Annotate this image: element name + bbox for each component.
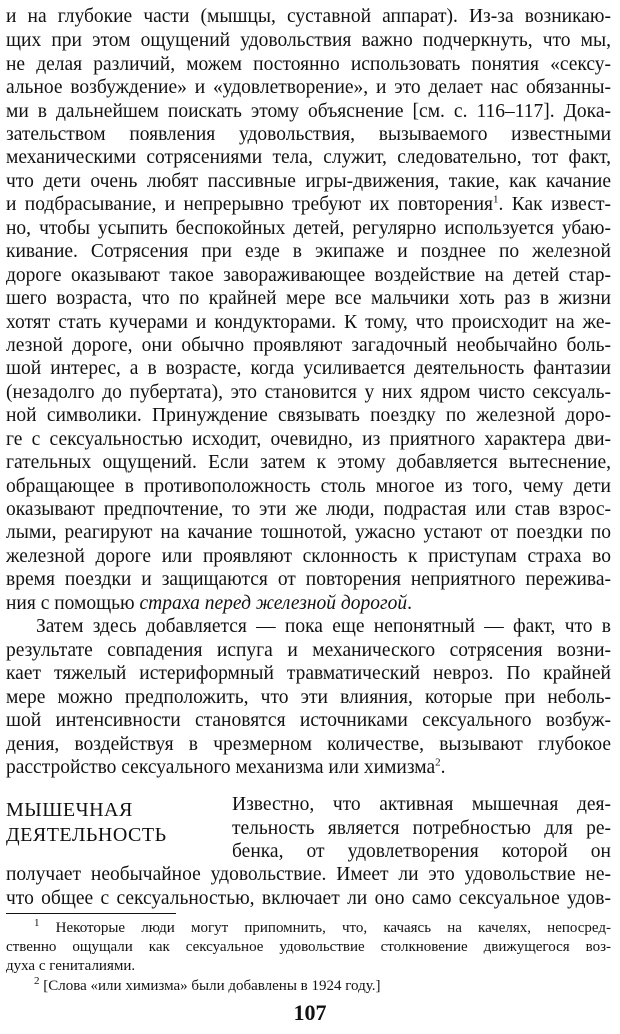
- text-line: шой интерес, а в возрасте, когда усиливается деятельность фантазии: [6, 358, 611, 379]
- section-heading: МЫШЕЧНАЯ: [6, 799, 133, 821]
- text-line: но, чтобы усыпить беспокойных детей, регулярно используется убаю-: [6, 218, 611, 239]
- text-line: зательством появления удовольствия, вызываемого известными: [6, 124, 611, 145]
- text-line: хотят стать кучерами и кондукторами. К тому, что происходит на же-: [6, 312, 611, 333]
- footnote-line: духа с гениталиями.: [6, 958, 136, 974]
- text-line: бенка, от удовлетворения которой он: [232, 841, 611, 862]
- text-line: Известно, что активная мышечная дея-: [232, 794, 611, 815]
- footnote-text: Некоторые люди могут припомнить, что, качаясь на качелях, непосред-: [55, 920, 612, 936]
- footnote-divider: [6, 913, 176, 914]
- text-line: получает необычайное удовольствие. Имеет ли это удовольствие не-: [6, 864, 611, 885]
- text-line: гательных ощущений. Если затем к этому добавляется вытеснение,: [6, 452, 611, 473]
- text-line: кивание. Сотрясения при езде в экипаже и позднее по железной: [6, 241, 611, 262]
- text-line: и на глубокие части (мышцы, суставной аппарат). Из-за возникаю-: [6, 6, 611, 27]
- footnote-text: [Слова «или химизма» были добавлены в 1924 году.]: [43, 978, 381, 994]
- footnote-line: [34, 919, 611, 938]
- text-line: ми в дальнейшем поискать этому объяснение [см. с. 116–117]. Дока-: [6, 101, 611, 122]
- text-line: ной символики. Принуждение связывать поездку по железной доро-: [6, 405, 611, 426]
- text-line: что общее с сексуальностью, включает ли оно само сексуальное удов-: [6, 888, 611, 909]
- text-line: шего возраста, что по крайней мере все мальчики хоть раз в жизни: [6, 288, 611, 309]
- text-line: что дети очень любят пассивные игры-движения, такие, как качание: [6, 171, 611, 192]
- section-heading: ДЕЯТЕЛЬНОСТЬ: [6, 824, 167, 846]
- text-line: (незадолго до пубертата), это становится у них ядром чисто сексуаль-: [6, 382, 611, 403]
- text-line: оказывают предпочтение, то эти же люди, подрастая или став взрос-: [6, 499, 611, 520]
- text-line: не делая различий, можем постоянно использовать понятия «сексу-: [6, 54, 611, 75]
- footnote-number: 2: [34, 975, 40, 987]
- text-line: Затем здесь добавляется — пока еще непонятный — факт, что в: [36, 616, 611, 637]
- text-line: щих при этом ощущений удовольствия важно подчеркнуть, что мы,: [6, 30, 611, 51]
- footnote-line: ственно ощущали как сексуальное удовольствие столкновение движущегося воз-: [6, 939, 611, 955]
- text-line: мере можно предположить, что эти влияния, которые при неболь-: [6, 687, 611, 708]
- text-line: кает тяжелый истериформный травматический невроз. По крайней: [6, 663, 611, 684]
- text-line: шой интенсивности становятся источниками сексуального возбуж-: [6, 710, 611, 731]
- text-line: ге с сексуальностью исходит, очевидно, из приятного характера дви-: [6, 429, 611, 450]
- text-line-with-footnote: расстройство сексуального механизма или химизма$^2$.: [6, 756, 446, 778]
- footnote-reference: 1: [493, 193, 499, 206]
- text-segment: ния с помощью: [6, 593, 135, 614]
- footnote-reference: 2: [435, 756, 441, 769]
- text-line-with-footnote: [6, 194, 611, 216]
- text-line: железной дороге или проявляют склонность к приступам страха во: [6, 546, 611, 567]
- text-line: дения, воздействуя в чрезмерном количестве, вызывают глубокое: [6, 734, 611, 755]
- text-segment: и подбрасывание, и непрерывно требуют их повторения: [6, 194, 494, 215]
- text-line: обращающее в противоположность столь многое из того, чему дети: [6, 476, 611, 497]
- text-line: лыми, реагируют на качание тошнотой, ужасно устают от поездки по: [6, 522, 611, 543]
- text-line: альное возбуждение» и «удовлетворение», и это делает нас обязанны-: [6, 77, 611, 98]
- text-line: время поездки и защищаются от повторения неприятного пережива-: [6, 569, 611, 590]
- text-line-with-italic: ния с помощью страха перед железной дорогой.: [6, 593, 413, 614]
- text-line: тельность является потребностью для ре-: [232, 818, 611, 839]
- text-line: механическими сотрясениями тела, служит, следовательно, тот факт,: [6, 147, 611, 168]
- text-line: дороге оказывают такое завораживающее воздействие на детей стар-: [6, 265, 611, 286]
- text-line: лезной дороге, они обычно проявляют загадочный необычайно боль-: [6, 335, 611, 356]
- text-segment: расстройство сексуального механизма или химизма: [6, 757, 436, 778]
- footnote-line: [34, 977, 611, 996]
- text-line: результате совпадения испуга и механического сотрясения возни-: [6, 640, 611, 661]
- page-number: 107: [293, 1000, 327, 1025]
- text-segment: . Как извест-: [498, 194, 611, 215]
- italic-phrase: страха перед железной дорогой: [139, 593, 408, 614]
- footnote-number: 1: [34, 917, 40, 929]
